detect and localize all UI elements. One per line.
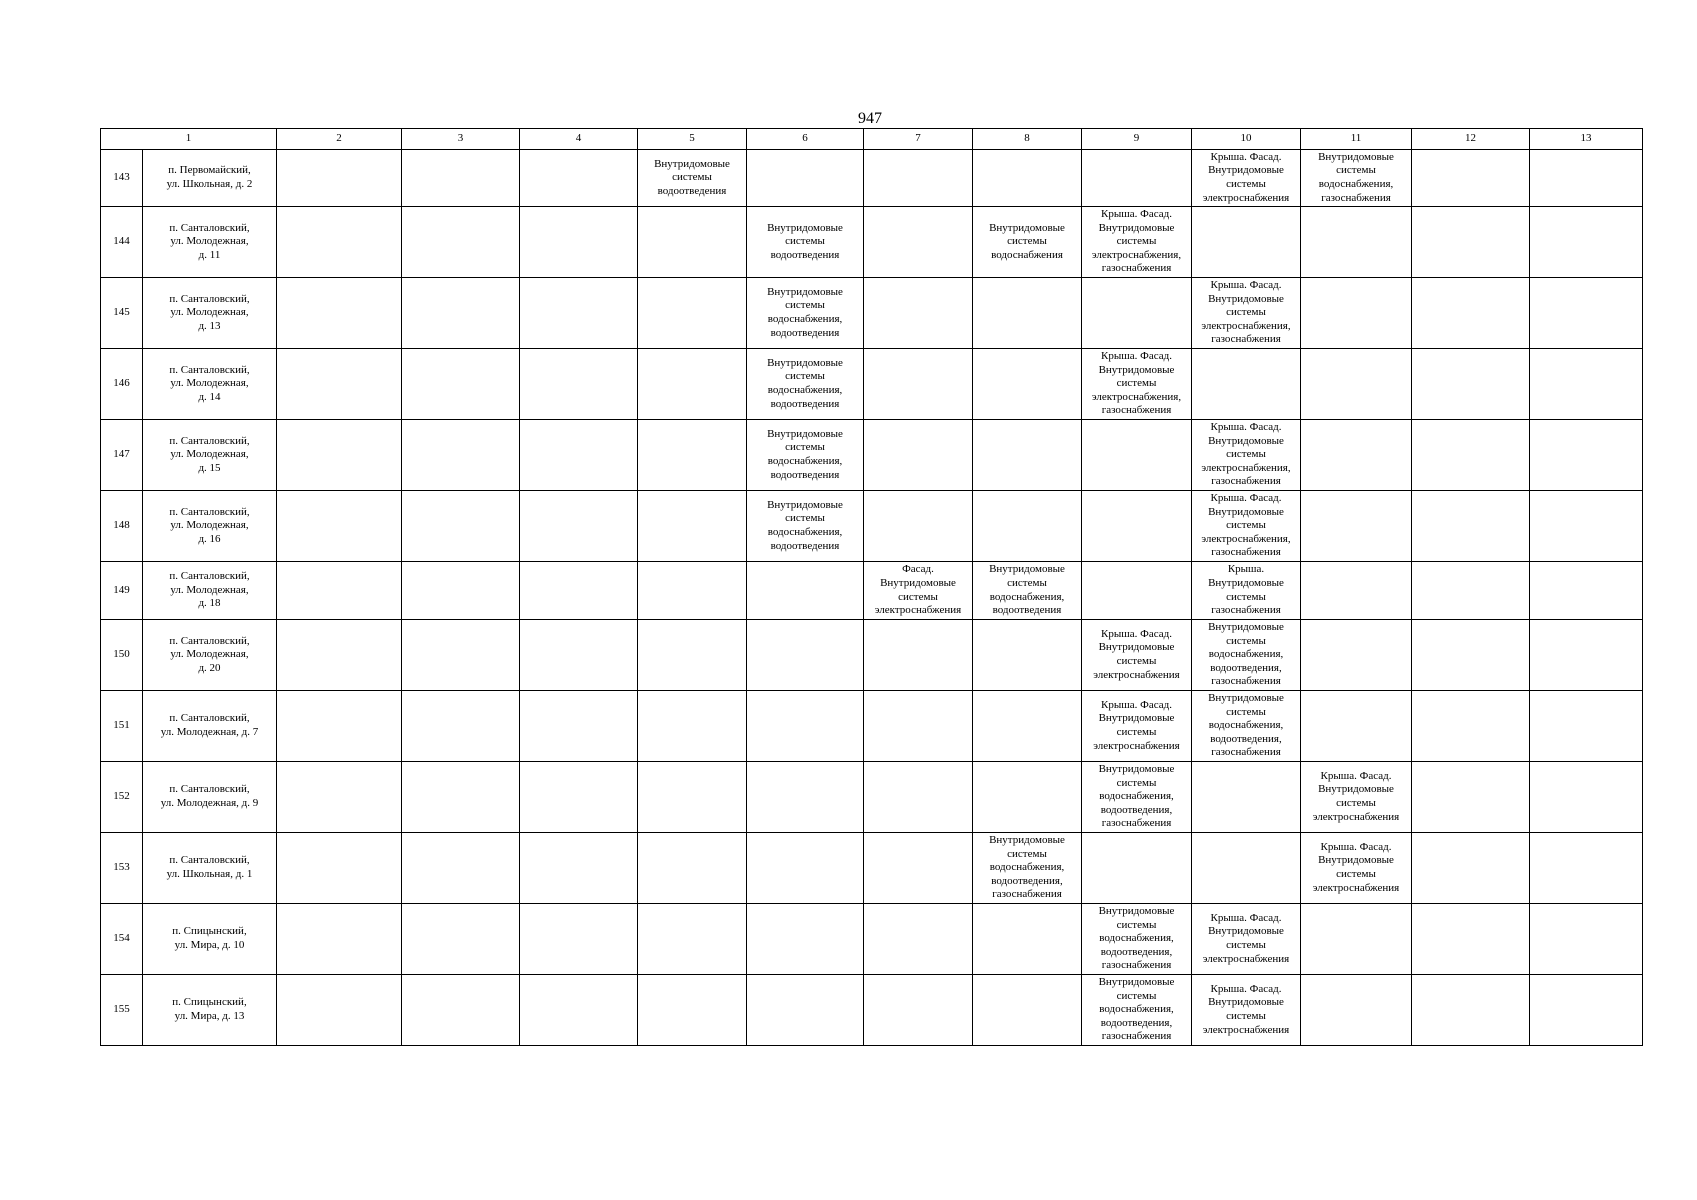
work-cell	[520, 150, 638, 207]
repair-schedule-table	[100, 128, 1643, 1046]
work-cell: Внутридомовые системы водоснабжения, водоотведения, газоснабжения	[1082, 975, 1192, 1046]
work-cell	[1530, 691, 1643, 762]
work-cell	[1530, 150, 1643, 207]
row-number: 143	[101, 150, 143, 207]
work-cell	[638, 207, 747, 278]
work-cell: Крыша. Фасад. Внутридомовые системы электроснабжения	[1192, 904, 1301, 975]
row-number: 150	[101, 620, 143, 691]
work-cell	[1530, 904, 1643, 975]
page-number: 947	[858, 110, 882, 127]
work-cell	[520, 420, 638, 491]
work-cell	[638, 691, 747, 762]
work-cell	[277, 207, 402, 278]
work-cell	[1412, 562, 1530, 620]
work-cell	[973, 150, 1082, 207]
work-cell	[864, 349, 973, 420]
work-cell	[402, 491, 520, 562]
work-cell	[973, 904, 1082, 975]
work-cell	[747, 620, 864, 691]
work-cell	[638, 762, 747, 833]
work-cell	[520, 562, 638, 620]
work-cell	[973, 975, 1082, 1046]
work-cell	[1412, 904, 1530, 975]
work-cell	[402, 975, 520, 1046]
work-cell	[1301, 975, 1412, 1046]
work-cell: Внутридомовые системы водоснабжения, водоотведения	[747, 278, 864, 349]
work-cell: Внутридомовые системы водоснабжения, водоотведения	[973, 562, 1082, 620]
row-number: 154	[101, 904, 143, 975]
work-cell: Внутридомовые системы водоснабжения, водоотведения	[747, 420, 864, 491]
work-cell	[638, 420, 747, 491]
work-cell	[1412, 691, 1530, 762]
work-cell	[1301, 620, 1412, 691]
work-cell	[1530, 278, 1643, 349]
work-cell	[520, 491, 638, 562]
work-cell	[1301, 691, 1412, 762]
work-cell: Внутридомовые системы водоотведения	[747, 207, 864, 278]
work-cell	[1082, 491, 1192, 562]
work-cell	[747, 691, 864, 762]
work-cell	[864, 420, 973, 491]
work-cell	[1412, 620, 1530, 691]
work-cell	[402, 349, 520, 420]
work-cell	[1192, 349, 1301, 420]
work-cell	[1192, 207, 1301, 278]
work-cell: Внутридомовые системы водоснабжения, газоснабжения	[1301, 150, 1412, 207]
work-cell: Внутридомовые системы водоснабжения, водоотведения, газоснабжения	[1082, 762, 1192, 833]
work-cell	[747, 833, 864, 904]
work-cell	[1082, 150, 1192, 207]
table-row	[101, 349, 1643, 420]
work-cell: Внутридомовые системы водоснабжения, водоотведения, газоснабжения	[973, 833, 1082, 904]
work-cell	[638, 620, 747, 691]
address-cell: п. Санталовский, ул. Молодежная, д. 20	[143, 620, 277, 691]
work-cell: Внутридомовые системы водоснабжения, водоотведения, газоснабжения	[1082, 904, 1192, 975]
work-cell	[277, 278, 402, 349]
work-cell	[402, 207, 520, 278]
work-cell	[520, 349, 638, 420]
work-cell: Внутридомовые системы водоснабжения, водоотведения	[747, 349, 864, 420]
work-cell: Внутридомовые системы водоотведения	[638, 150, 747, 207]
work-cell	[864, 278, 973, 349]
address-cell: п. Санталовский, ул. Молодежная, д. 15	[143, 420, 277, 491]
work-cell	[1530, 620, 1643, 691]
work-cell: Крыша. Фасад. Внутридомовые системы электроснабжения	[1082, 620, 1192, 691]
work-cell	[1082, 833, 1192, 904]
work-cell	[1530, 420, 1643, 491]
table-row	[101, 762, 1643, 833]
table-row	[101, 207, 1643, 278]
work-cell	[277, 691, 402, 762]
column-header: 2	[277, 129, 402, 150]
work-cell	[1412, 420, 1530, 491]
work-cell: Крыша. Фасад. Внутридомовые системы электроснабжения, газоснабжения	[1192, 420, 1301, 491]
work-cell	[402, 150, 520, 207]
work-cell	[1301, 278, 1412, 349]
work-cell	[864, 620, 973, 691]
table-row	[101, 691, 1643, 762]
address-cell: п. Санталовский, ул. Школьная, д. 1	[143, 833, 277, 904]
address-cell: п. Спицынский, ул. Мира, д. 10	[143, 904, 277, 975]
work-cell: Крыша. Фасад. Внутридомовые системы электроснабжения	[1192, 975, 1301, 1046]
work-cell	[402, 562, 520, 620]
table-row	[101, 278, 1643, 349]
work-cell	[1412, 762, 1530, 833]
work-cell: Крыша. Фасад. Внутридомовые системы электроснабжения, газоснабжения	[1082, 349, 1192, 420]
table-row	[101, 420, 1643, 491]
row-number: 148	[101, 491, 143, 562]
column-header: 5	[638, 129, 747, 150]
work-cell	[747, 562, 864, 620]
work-cell	[747, 904, 864, 975]
column-header: 4	[520, 129, 638, 150]
work-cell	[277, 491, 402, 562]
work-cell	[1082, 278, 1192, 349]
work-cell	[638, 491, 747, 562]
work-cell	[1412, 150, 1530, 207]
work-cell	[747, 150, 864, 207]
row-number: 152	[101, 762, 143, 833]
row-number: 155	[101, 975, 143, 1046]
work-cell	[638, 349, 747, 420]
work-cell	[747, 762, 864, 833]
work-cell	[277, 904, 402, 975]
work-cell	[1082, 562, 1192, 620]
work-cell: Крыша. Фасад. Внутридомовые системы электроснабжения	[1082, 691, 1192, 762]
table-row	[101, 904, 1643, 975]
work-cell	[402, 278, 520, 349]
work-cell	[1412, 975, 1530, 1046]
column-number-row	[101, 129, 1643, 150]
address-cell: п. Санталовский, ул. Молодежная, д. 18	[143, 562, 277, 620]
work-cell	[1301, 207, 1412, 278]
work-cell	[402, 833, 520, 904]
work-cell: Крыша. Внутридомовые системы газоснабжения	[1192, 562, 1301, 620]
column-header: 9	[1082, 129, 1192, 150]
work-cell	[973, 420, 1082, 491]
work-cell	[1192, 762, 1301, 833]
work-cell	[520, 207, 638, 278]
column-header: 11	[1301, 129, 1412, 150]
work-cell: Крыша. Фасад. Внутридомовые системы электроснабжения	[1301, 762, 1412, 833]
work-cell: Крыша. Фасад. Внутридомовые системы электроснабжения, газоснабжения	[1192, 278, 1301, 349]
work-cell	[1412, 207, 1530, 278]
work-cell: Фасад. Внутридомовые системы электроснабжения	[864, 562, 973, 620]
column-header: 13	[1530, 129, 1643, 150]
work-cell	[1530, 562, 1643, 620]
work-cell: Внутридомовые системы водоснабжения, водоотведения	[747, 491, 864, 562]
address-cell: п. Санталовский, ул. Молодежная, д. 13	[143, 278, 277, 349]
work-cell	[973, 349, 1082, 420]
work-cell	[520, 904, 638, 975]
address-cell: п. Санталовский, ул. Молодежная, д. 16	[143, 491, 277, 562]
work-cell	[973, 762, 1082, 833]
table-body	[101, 129, 1643, 1046]
column-header: 8	[973, 129, 1082, 150]
work-cell	[1530, 833, 1643, 904]
work-cell	[402, 420, 520, 491]
work-cell	[1412, 491, 1530, 562]
work-cell	[864, 491, 973, 562]
table-row	[101, 562, 1643, 620]
work-cell	[1412, 833, 1530, 904]
work-cell	[520, 975, 638, 1046]
work-cell	[747, 975, 864, 1046]
work-cell	[638, 904, 747, 975]
address-cell: п. Первомайский, ул. Школьная, д. 2	[143, 150, 277, 207]
address-cell: п. Спицынский, ул. Мира, д. 13	[143, 975, 277, 1046]
row-number: 146	[101, 349, 143, 420]
work-cell	[638, 833, 747, 904]
work-cell	[277, 150, 402, 207]
table-row	[101, 620, 1643, 691]
row-number: 153	[101, 833, 143, 904]
work-cell	[1530, 491, 1643, 562]
work-cell	[864, 207, 973, 278]
work-cell	[520, 620, 638, 691]
work-cell	[277, 833, 402, 904]
work-cell	[1192, 833, 1301, 904]
work-cell	[638, 278, 747, 349]
work-cell	[1301, 349, 1412, 420]
work-cell	[864, 762, 973, 833]
column-header: 3	[402, 129, 520, 150]
column-header: 1	[101, 129, 277, 150]
work-cell	[402, 904, 520, 975]
column-header: 6	[747, 129, 864, 150]
address-cell: п. Санталовский, ул. Молодежная, д. 7	[143, 691, 277, 762]
work-cell	[1082, 420, 1192, 491]
work-cell	[1301, 491, 1412, 562]
work-cell	[402, 762, 520, 833]
row-number: 145	[101, 278, 143, 349]
work-cell	[973, 491, 1082, 562]
row-number: 144	[101, 207, 143, 278]
table-row	[101, 491, 1643, 562]
work-cell	[864, 975, 973, 1046]
work-cell	[1530, 349, 1643, 420]
work-cell	[973, 691, 1082, 762]
work-cell	[402, 620, 520, 691]
work-cell: Внутридомовые системы водоснабжения, водоотведения, газоснабжения	[1192, 620, 1301, 691]
work-cell	[277, 420, 402, 491]
work-cell	[520, 762, 638, 833]
work-cell: Крыша. Фасад. Внутридомовые системы электроснабжения	[1192, 150, 1301, 207]
work-cell: Крыша. Фасад. Внутридомовые системы электроснабжения	[1301, 833, 1412, 904]
row-number: 147	[101, 420, 143, 491]
work-cell	[864, 904, 973, 975]
work-cell	[1301, 420, 1412, 491]
work-cell	[864, 691, 973, 762]
work-cell: Крыша. Фасад. Внутридомовые системы электроснабжения, газоснабжения	[1192, 491, 1301, 562]
work-cell: Внутридомовые системы водоснабжения, водоотведения, газоснабжения	[1192, 691, 1301, 762]
column-header: 10	[1192, 129, 1301, 150]
table-row	[101, 833, 1643, 904]
work-cell	[277, 975, 402, 1046]
work-cell	[1530, 207, 1643, 278]
work-cell	[1412, 349, 1530, 420]
row-number: 151	[101, 691, 143, 762]
work-cell	[520, 278, 638, 349]
work-cell	[973, 620, 1082, 691]
work-cell	[1301, 562, 1412, 620]
work-cell	[277, 620, 402, 691]
address-cell: п. Санталовский, ул. Молодежная, д. 11	[143, 207, 277, 278]
work-cell	[1412, 278, 1530, 349]
column-header: 12	[1412, 129, 1530, 150]
work-cell	[277, 762, 402, 833]
address-cell: п. Санталовский, ул. Молодежная, д. 9	[143, 762, 277, 833]
work-cell	[1301, 904, 1412, 975]
work-cell: Крыша. Фасад. Внутридомовые системы электроснабжения, газоснабжения	[1082, 207, 1192, 278]
work-cell	[520, 691, 638, 762]
work-cell	[864, 833, 973, 904]
work-cell	[638, 975, 747, 1046]
work-cell	[277, 562, 402, 620]
work-cell: Внутридомовые системы водоснабжения	[973, 207, 1082, 278]
work-cell	[402, 691, 520, 762]
work-cell	[1530, 975, 1643, 1046]
column-header: 7	[864, 129, 973, 150]
work-cell	[520, 833, 638, 904]
table-row	[101, 150, 1643, 207]
work-cell	[973, 278, 1082, 349]
address-cell: п. Санталовский, ул. Молодежная, д. 14	[143, 349, 277, 420]
table-row	[101, 975, 1643, 1046]
work-cell	[638, 562, 747, 620]
work-cell	[277, 349, 402, 420]
work-cell	[864, 150, 973, 207]
work-cell	[1530, 762, 1643, 833]
row-number: 149	[101, 562, 143, 620]
